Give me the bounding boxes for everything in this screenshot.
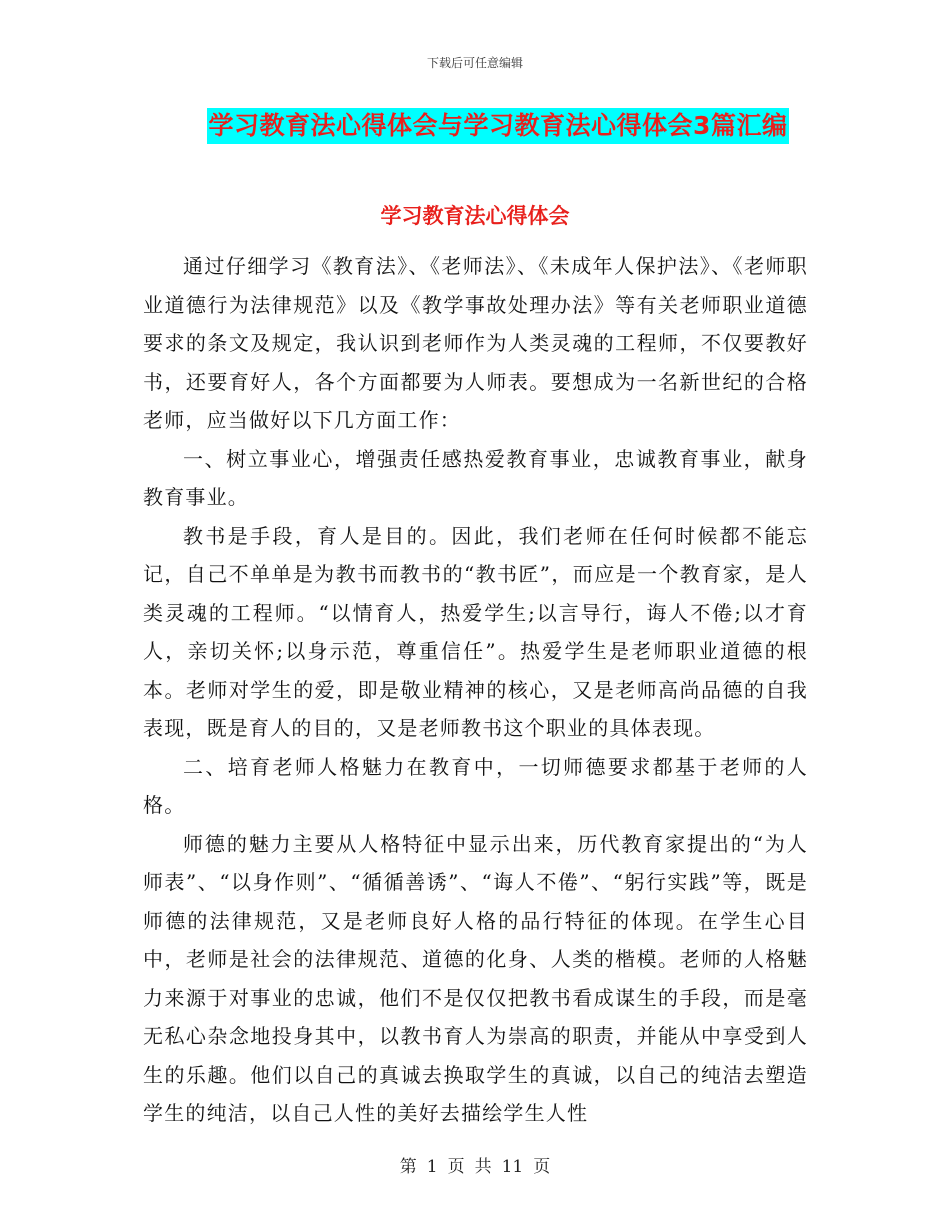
document-body <box>143 247 808 1133</box>
section-title: 学习教育法心得体会 <box>380 204 570 228</box>
paragraph: 师德的魅力主要从人格特征中显示出来，历代教育家提出的“为人师表”、“以身作则”、“循循善诱”、“诲人不倦”、“躬行实践”等，既是师德的法律规范，又是老师良好人格的品行特征的体现。在学生心目中，老师是社会的法律规范、道德的化身、人类的楷模。老师的人格魅力来源于对事业的忠诚，他们不是仅仅把教书看成谋生的手段，而是毫无私心杂念地投身其中，以教书育人为崇高的职责，并能从中享受到人生的乐趣。他们以自己的真诚去换取学生的真诚，以自己的纯洁去塑造学生的纯洁，以自己人性的美好去描绘学生人性 <box>143 831 808 1125</box>
page-footer <box>0 1152 950 1177</box>
footer-current-page: 1 <box>426 1157 438 1177</box>
footer-page-label: 第 <box>399 1157 417 1177</box>
footer-total-pages: 11 <box>501 1157 524 1177</box>
main-title: 学习教育法心得体会与学习教育法心得体会3篇汇编 <box>207 108 790 144</box>
footer-page-unit: 页 <box>447 1157 465 1177</box>
paragraph: 一、树立事业心，增强责任感热爱教育事业，忠诚教育事业，献身教育事业。 <box>143 446 808 509</box>
main-title-container <box>0 108 950 144</box>
header-note: 下载后可任意编辑 <box>426 56 523 70</box>
footer-total-label: 共 <box>474 1157 492 1177</box>
footer-total-unit: 页 <box>533 1157 551 1177</box>
paragraph: 通过仔细学习《教育法》、《老师法》、《未成年人保护法》、《老师职业道德行为法律规范》以及《教学事故处理办法》等有关老师职业道德要求的条文及规定，我认识到老师作为人类灵魂的工程师，不仅要教好书，还要育好人，各个方面都要为人师表。要想成为一名新世纪的合格老师，应当做好以下几方面工作： <box>143 254 808 432</box>
paragraph: 二、培育老师人格魅力在教育中，一切师德要求都基于老师的人格。 <box>143 754 808 817</box>
paragraph: 教书是手段，育人是目的。因此，我们老师在任何时候都不能忘记，自己不单单是为教书而教书的“教书匠”，而应是一个教育家，是人类灵魂的工程师。“以情育人，热爱学生;以言导行，诲人不倦;以才育人，亲切关怀;以身示范，尊重信任”。热爱学生是老师职业道德的根本。老师对学生的爱，即是敬业精神的核心，又是老师高尚品德的自我表现，既是育人的目的，又是老师教书这个职业的具体表现。 <box>143 523 808 740</box>
